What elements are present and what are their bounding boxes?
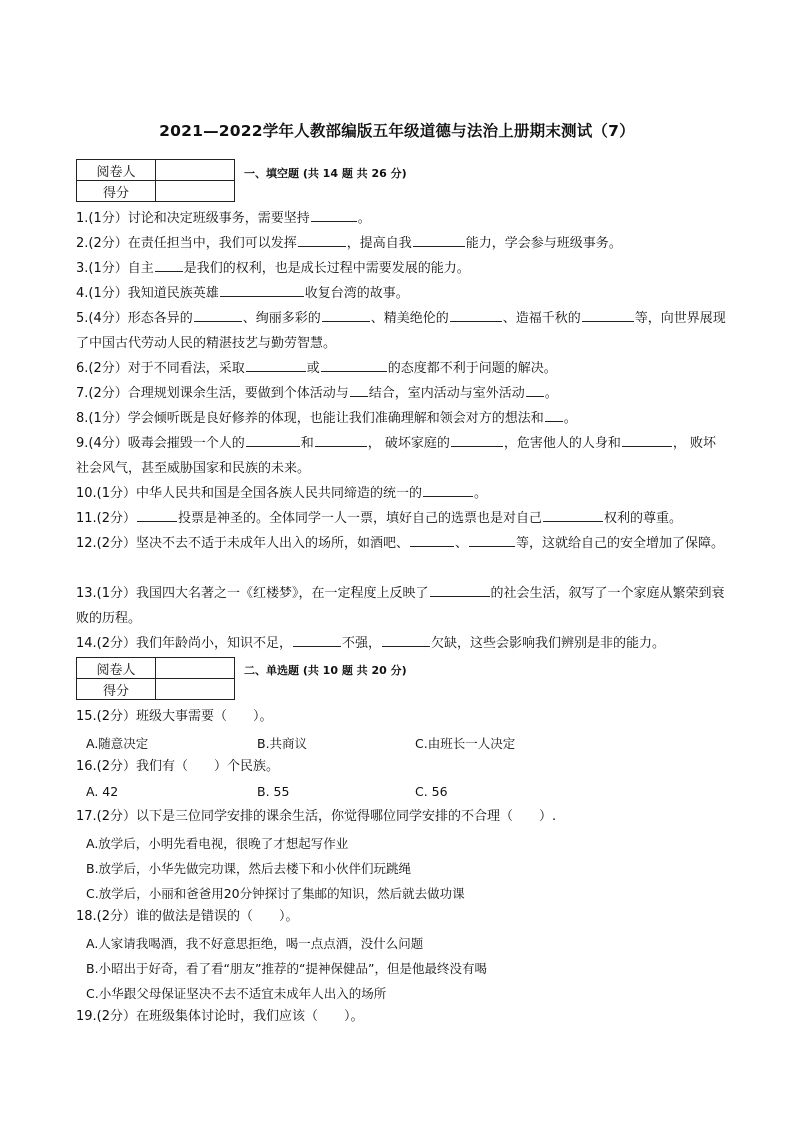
question-2: 2.(2分）在责任担当中，我们可以发挥 ，提高自我 能力，学会参与班级事务。 [76,231,726,256]
answer-blank[interactable] [315,433,367,447]
answer-blank[interactable] [321,358,387,372]
answer-blank[interactable] [451,433,503,447]
option-b[interactable]: B.共商议 [257,736,308,751]
question-9: 9.(4分）吸毒会摧毁一个人的 和 ， 破坏家庭的 ，危害他人的人身和 ， 败坏社会风气，甚至威胁国家和民族的未来。 [76,431,726,481]
question-5: 5.(4分）形态各异的 、绚丽多彩的 、精美绝伦的 、造福千秋的 等，向世界展现了中国古代劳动人民的精湛技艺与勤劳智慧。 [76,306,726,356]
answer-blank[interactable] [137,508,177,522]
answer-blank[interactable] [382,633,430,647]
option-c[interactable]: C.由班长一人决定 [415,736,516,751]
score-label: 得分 [77,679,156,700]
question-1: 1.(1分）讨论和决定班级事务，需要坚持 。 [76,206,726,231]
option-a[interactable]: A.放学后，小明先看电视，很晚了才想起写作业 [86,836,349,851]
option-a[interactable]: A.人家请我喝酒，我不好意思拒绝，喝一点点酒，没什么问题 [86,936,424,951]
question-3: 3.(1分）自主 是我们的权利，也是成长过程中需要发展的能力。 [76,256,726,281]
answer-blank[interactable] [220,283,304,297]
reviewer-label: 阅卷人 [77,658,156,679]
option-a[interactable]: A. 42 [86,784,119,799]
option-b[interactable]: B.小昭出于好奇，看了看“朋友”推荐的“提神保健品”，但是他最终没有喝 [86,961,487,976]
answer-blank[interactable] [469,533,515,547]
grader-table-2 [76,657,235,700]
option-b[interactable]: B. 55 [257,784,290,799]
option-a[interactable]: A.随意决定 [86,736,149,751]
answer-blank[interactable] [298,233,346,247]
question-14: 14.(2分）我们年龄尚小，知识不足， 不强， 欠缺，这些会影响我们辨别是非的能力。 [76,631,726,656]
answer-blank[interactable] [350,383,368,397]
question-10: 10.(1分）中华人民共和国是全国各族人民共同缔造的统一的 。 [76,481,726,506]
answer-blank[interactable] [194,308,242,322]
answer-blank[interactable] [413,233,465,247]
answer-blank[interactable] [246,358,306,372]
score-label: 得分 [77,181,156,202]
option-c[interactable]: C. 56 [415,784,448,799]
answer-blank[interactable] [526,383,544,397]
question-7: 7.(2分）合理规划课余生活，要做到个体活动与 结合，室内活动与室外活动 。 [76,381,726,406]
reviewer-cell[interactable] [156,160,235,181]
answer-blank[interactable] [430,583,490,597]
answer-blank[interactable] [582,308,634,322]
answer-blank[interactable] [293,633,341,647]
question-13: 13.(1分）我国四大名著之一《红楼梦》，在一定程度上反映了 的社会生活，叙写了一个家庭从繁荣到衰败的历程。 [76,581,726,631]
question-11: 11.(2分） 投票是神圣的。全体同学一人一票，填好自己的选票也是对自己 权利的尊重。 [76,506,726,531]
question-15: 15.(2分）班级大事需要（ ）。 [76,709,273,724]
answer-blank[interactable] [311,208,357,222]
reviewer-label: 阅卷人 [77,160,156,181]
reviewer-cell[interactable] [156,658,235,679]
answer-blank[interactable] [155,258,183,272]
score-cell[interactable] [156,679,235,700]
question-12: 12.(2分）坚决不去不适于未成年人出入的场所，如酒吧、 、 等，这就给自己的安全增加了保障。 [76,531,726,556]
question-16: 16.(2分）我们有（ ）个民族。 [76,759,280,774]
answer-blank[interactable] [246,433,300,447]
option-c[interactable]: C.小华跟父母保证坚决不去不适宜未成年人出入的场所 [86,986,387,1001]
answer-blank[interactable] [545,408,563,422]
question-4: 4.(1分）我知道民族英雄 收复台湾的故事。 [76,281,726,306]
answer-blank[interactable] [410,533,454,547]
question-8: 8.(1分）学会倾听既是良好修养的体现，也能让我们准确理解和领会对方的想法和 。 [76,406,726,431]
question-6: 6.(2分）对于不同看法，采取 或 的态度都不利于问题的解决。 [76,356,726,381]
question-17: 17.(2分）以下是三位同学安排的课余生活，你觉得哪位同学安排的不合理（ ）. [76,809,557,824]
page-title: 2021—2022学年人教部编版五年级道德与法治上册期末测试（7） [159,122,635,140]
answer-blank[interactable] [622,433,672,447]
answer-blank[interactable] [322,308,370,322]
answer-blank[interactable] [450,308,502,322]
section-heading-single-choice: 二、单选题 (共 10 题 共 20 分) [244,664,407,677]
option-c[interactable]: C.放学后，小丽和爸爸用20分钟探讨了集邮的知识，然后就去做功课 [86,886,465,901]
score-cell[interactable] [156,181,235,202]
section-heading-fill-in: 一、填空题 (共 14 题 共 26 分) [244,167,407,180]
option-b[interactable]: B.放学后，小华先做完功课，然后去楼下和小伙伴们玩跳绳 [86,861,412,876]
question-18: 18.(2分）谁的做法是错误的（ ）。 [76,909,299,924]
answer-blank[interactable] [543,508,603,522]
grader-table-1 [76,159,235,202]
answer-blank[interactable] [423,483,473,497]
question-19: 19.(2分）在班级集体讨论时，我们应该（ ）。 [76,1009,364,1024]
